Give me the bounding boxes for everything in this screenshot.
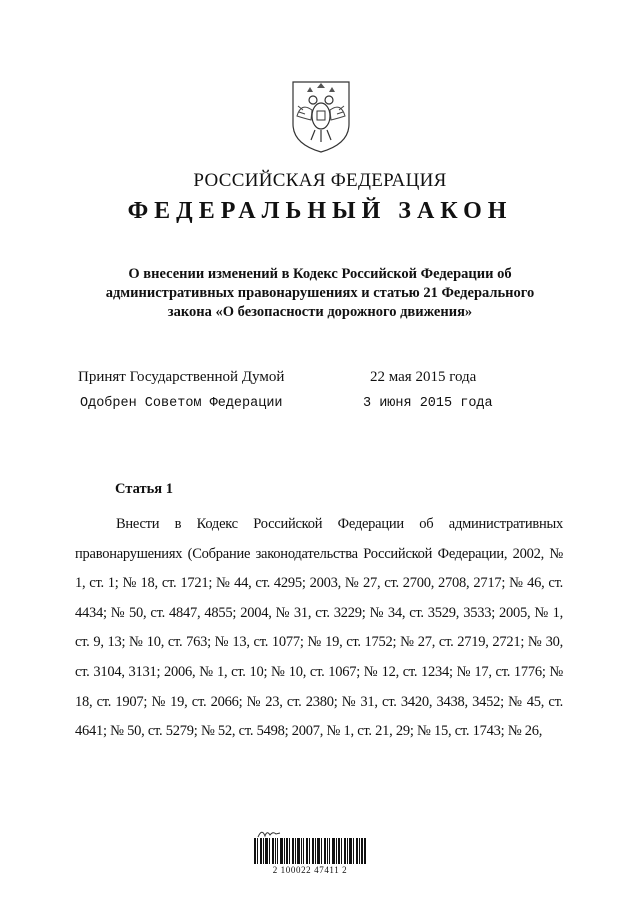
article-heading: Статья 1 [115, 481, 173, 497]
article-paragraph: Внести в Кодекс Российской Федерации об административных правонарушениях (Собрание законодательства Российской Федерации, 2002, № 1, ст. 1; № 18, ст. 1721; № 44, ст. 4295; 2003, № 27, ст. 2700, 2708, 2717; № 46, ст. 4434; № 50, ст. 4847, 4855; 2004, № 31, ст. 3229; № 34, ст. 3529, 3533; 2005, № 1, ст. 9, 13; № 10, ст. 763; № 13, ст. 1077; № 19, ст. 1752; № 27, ст. 2719, 2721; № 30, ст. 3104, 3131; 2006, № 1, ст. 10; № 10, ст. 1067; № 12, ст. 1234; № 17, ст. 1776; № 18, ст. 1907; № 19, ст. 2066; № 23, ст. 2380; № 31, ст. 3420, 3438, 3452; № 45, ст. 4641; № 50, ст. 5279; № 52, ст. 5498; 2007, № 1, ст. 21, 29; № 15, ст. 1743; № 26, [75, 516, 563, 740]
barcode [254, 838, 366, 864]
state-emblem [289, 80, 353, 154]
duma-label: Принят Государственной Думой [78, 369, 285, 385]
law-title: О внесении изменений в Кодекс Российской Федерации об административных правонарушениях и статью 21 Федерального закона «О безопасности дорожного движения» [105, 266, 535, 320]
document-type: ФЕДЕРАЛЬНЫЙ ЗАКОН [127, 198, 513, 224]
council-label: Одобрен Советом Федерации [80, 396, 283, 411]
country-name: РОССИЙСКАЯ ФЕДЕРАЦИЯ [193, 170, 447, 191]
double-headed-eagle-icon [289, 80, 353, 154]
duma-date: 22 мая 2015 года [370, 369, 477, 385]
council-date: 3 июня 2015 года [363, 396, 493, 411]
barcode-number: 2 100022 47411 2 [272, 865, 348, 875]
page-footer [240, 826, 380, 886]
